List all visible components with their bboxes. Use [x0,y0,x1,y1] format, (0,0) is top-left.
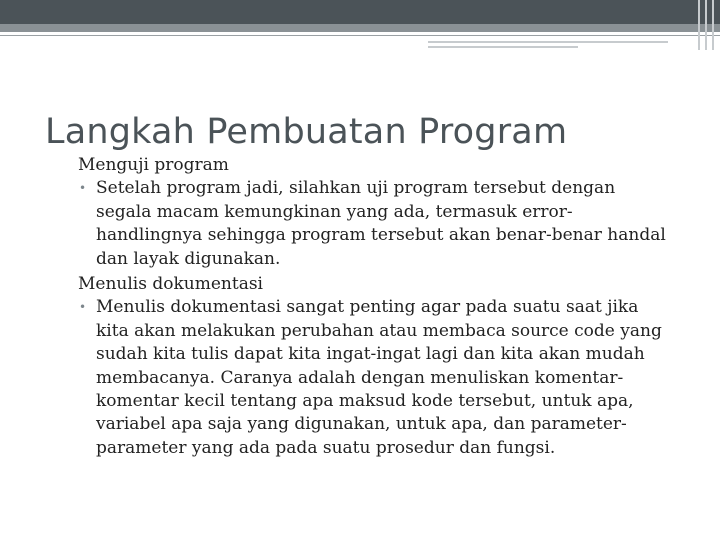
bullet-line: sudah kita tulis dapat kita ingat-ingat lagi dan kita akan mudah [96,344,645,365]
corner-stripe [705,0,707,50]
bullet-line: dan layak digunakan. [96,248,281,269]
slide-title: Langkah Pembuatan Program [45,112,568,152]
bullet-line: komentar kecil tentang apa maksud kode tersebut, untuk apa, [96,391,634,412]
bullet-line: variabel apa saja yang digunakan, untuk apa, dan parameter- [96,414,627,435]
bullet-line: Menulis dokumentasi sangat penting agar pada suatu saat jika [96,297,639,318]
bullet-item [78,177,688,271]
bullet-icon: • [79,181,87,196]
bullet-icon: • [79,300,87,315]
bullet-line: handlingnya sehingga program tersebut akan benar-benar handal [96,225,666,246]
bullet-line: membacanya. Caranya adalah dengan menuliskan komentar- [96,367,624,388]
top-thin-line [0,35,720,36]
bullet-item [78,296,688,460]
corner-stripe [698,0,700,50]
bullet-line: Setelah program jadi, silahkan uji program tersebut dengan [96,178,616,199]
slide-content [78,154,688,462]
bullet-line: segala macam kemungkinan yang ada, termasuk error- [96,201,573,222]
corner-stripe [712,0,714,50]
top-gray-bar [0,24,720,32]
section-heading: Menguji program [78,155,229,175]
top-dark-bar [0,0,720,24]
section-heading: Menulis dokumentasi [78,274,263,295]
top-accent-line-long [428,41,668,43]
top-accent-line-short [428,46,578,48]
bullet-line: kita akan melakukan perubahan atau membaca source code yang [96,320,662,341]
bullet-line: parameter yang ada pada suatu prosedur dan fungsi. [96,437,556,458]
